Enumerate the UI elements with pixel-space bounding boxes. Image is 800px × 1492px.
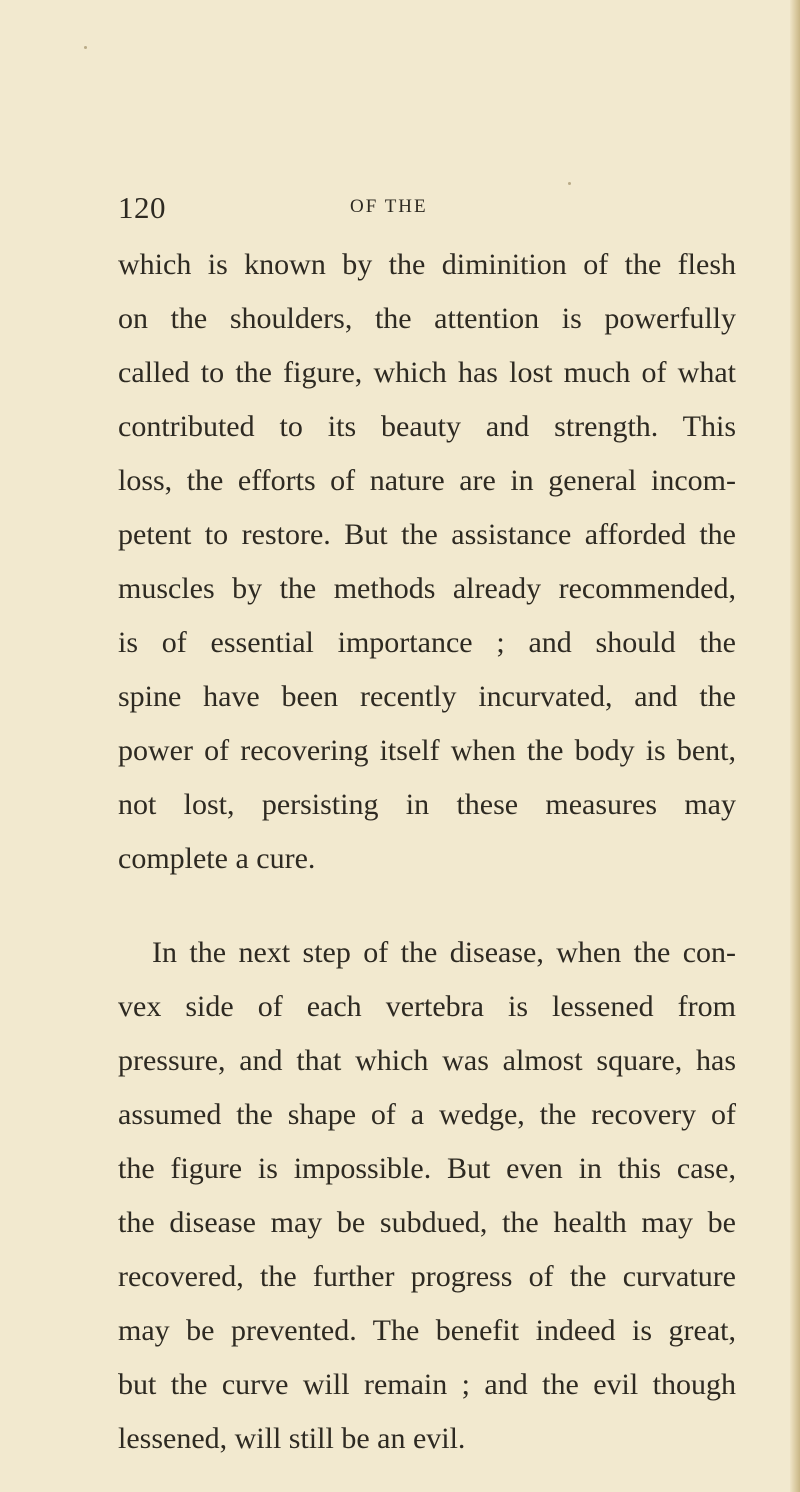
paragraph-gap [118,886,736,926]
text-line: power of recovering itself when the body is bent, [118,734,736,767]
text-line: spine have been recently incurvated, and the [118,680,736,713]
text-line: but the curve will remain ; and the evil though [118,1368,736,1401]
text-line: may be prevented. The benefit indeed is great, [118,1314,736,1347]
text-line: not lost, persisting in these measures may [118,788,736,821]
text-line: petent to restore. But the assistance afforded the [118,518,736,551]
body-text [118,238,736,1466]
page-edge [790,0,800,1492]
text-line: lessened, will still be an evil. [118,1422,466,1455]
running-title: OF THE [350,196,428,217]
text-line: on the shoulders, the attention is powerfully [118,302,736,335]
text-line: is of essential importance ; and should the [118,626,736,659]
text-line: called to the figure, which has lost much of what [118,356,736,389]
text-line: vex side of each vertebra is lessened from [118,990,736,1023]
paper-speck [84,46,87,49]
text-line: muscles by the methods already recommended, [118,572,736,605]
page-number: 120 [118,190,166,225]
text-line: complete a cure. [118,842,316,875]
text-line: contributed to its beauty and strength. This [118,410,736,443]
paragraph [118,238,736,886]
text-line: the disease may be subdued, the health may be [118,1206,736,1239]
text-line: loss, the efforts of nature are in general incom- [118,464,736,497]
paper-speck [568,182,571,185]
running-head [118,190,498,230]
text-line: recovered, the further progress of the curvature [118,1260,736,1293]
text-line: pressure, and that which was almost square, has [118,1044,736,1077]
text-line: the figure is impossible. But even in this case, [118,1152,736,1185]
text-line: which is known by the diminition of the flesh [118,248,736,281]
text-line: In the next step of the disease, when the con- [152,936,736,969]
text-line: assumed the shape of a wedge, the recovery of [118,1098,736,1131]
paragraph [118,926,736,1466]
